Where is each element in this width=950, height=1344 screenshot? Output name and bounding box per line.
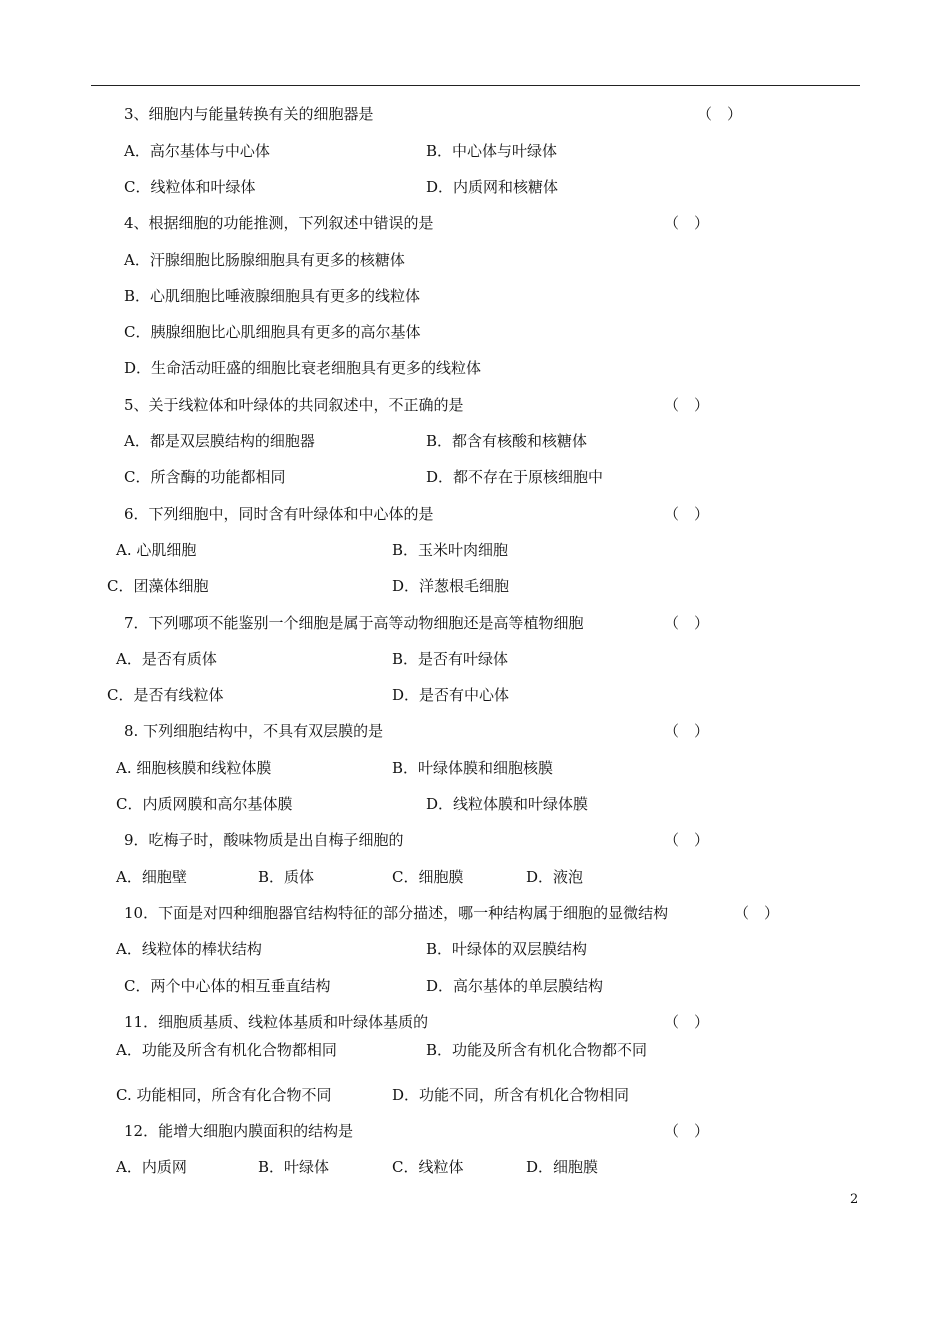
question-3-stem: 3、细胞内与能量转换有关的细胞器是 xyxy=(124,105,374,123)
question-12-stem: 12．能增大细胞内膜面积的结构是 xyxy=(124,1122,354,1140)
question-7-stem: 7．下列哪项不能鉴别一个细胞是属于高等动物细胞还是高等植物细胞 xyxy=(124,614,584,632)
question-3-option-d: D．内质网和核糖体 xyxy=(426,178,559,196)
question-9-option-c: C．细胞膜 xyxy=(392,868,464,886)
question-5-answer-paren: （ ） xyxy=(664,396,710,414)
question-10-option-c: C．两个中心体的相互垂直结构 xyxy=(124,977,331,995)
question-8-option-b: B．叶绿体膜和细胞核膜 xyxy=(392,759,554,777)
question-4-option-b: B．心肌细胞比唾液腺细胞具有更多的线粒体 xyxy=(124,287,421,305)
question-10-option-d: D．高尔基体的单层膜结构 xyxy=(426,977,604,995)
question-9-stem: 9．吃梅子时，酸味物质是出自梅子细胞的 xyxy=(124,831,404,849)
page-number: 2 xyxy=(850,1192,859,1207)
question-8-option-a: A. 细胞核膜和线粒体膜 xyxy=(116,759,272,777)
question-10-answer-paren: （ ） xyxy=(734,904,780,922)
question-12-option-d: D．细胞膜 xyxy=(526,1158,599,1176)
question-8-stem: 8. 下列细胞结构中，不具有双层膜的是 xyxy=(124,722,384,740)
question-10-option-a: A．线粒体的棒状结构 xyxy=(116,940,262,958)
question-12-option-a: A．内质网 xyxy=(116,1158,187,1176)
question-3-option-a: A．高尔基体与中心体 xyxy=(124,142,270,160)
question-5-option-c: C．所含酶的功能都相同 xyxy=(124,468,286,486)
question-8-answer-paren: （ ） xyxy=(664,722,710,740)
question-10-stem: 10．下面是对四种细胞器官结构特征的部分描述，哪一种结构属于细胞的显微结构 xyxy=(124,904,669,922)
header-rule xyxy=(91,85,860,86)
question-3-option-c: C．线粒体和叶绿体 xyxy=(124,178,256,196)
question-6-option-d: D．洋葱根毛细胞 xyxy=(392,577,510,595)
question-6-stem: 6．下列细胞中，同时含有叶绿体和中心体的是 xyxy=(124,505,434,523)
question-5-stem: 5、关于线粒体和叶绿体的共同叙述中，不正确的是 xyxy=(124,396,464,414)
question-6-option-c: C．团藻体细胞 xyxy=(107,577,209,595)
question-6-option-a: A. 心肌细胞 xyxy=(116,541,197,559)
question-12-option-c: C．线粒体 xyxy=(392,1158,464,1176)
question-3-option-b: B．中心体与叶绿体 xyxy=(426,142,558,160)
question-11-option-b: B．功能及所含有机化合物都不同 xyxy=(426,1041,648,1059)
question-6-answer-paren: （ ） xyxy=(664,505,710,523)
question-5-option-b: B．都含有核酸和核糖体 xyxy=(426,432,588,450)
question-6-option-b: B．玉米叶肉细胞 xyxy=(392,541,509,559)
question-4-answer-paren: （ ） xyxy=(664,214,710,232)
question-9-option-d: D．液泡 xyxy=(526,868,584,886)
question-4-option-d: D．生命活动旺盛的细胞比衰老细胞具有更多的线粒体 xyxy=(124,359,482,377)
question-9-option-b: B．质体 xyxy=(258,868,315,886)
question-10-option-b: B．叶绿体的双层膜结构 xyxy=(426,940,588,958)
question-5-option-d: D．都不存在于原核细胞中 xyxy=(426,468,604,486)
question-8-option-c: C．内质网膜和高尔基体膜 xyxy=(116,795,293,813)
question-7-option-a: A．是否有质体 xyxy=(116,650,217,668)
question-7-option-b: B．是否有叶绿体 xyxy=(392,650,509,668)
question-7-answer-paren: （ ） xyxy=(664,614,710,632)
question-4-option-c: C．胰腺细胞比心肌细胞具有更多的高尔基体 xyxy=(124,323,421,341)
question-4-option-a: A．汗腺细胞比肠腺细胞具有更多的核糖体 xyxy=(124,251,405,269)
question-7-option-d: D．是否有中心体 xyxy=(392,686,510,704)
question-12-answer-paren: （ ） xyxy=(664,1122,710,1140)
question-11-stem: 11．细胞质基质、线粒体基质和叶绿体基质的 xyxy=(124,1013,429,1031)
question-11-option-a: A．功能及所含有机化合物都相同 xyxy=(116,1041,337,1059)
question-9-option-a: A．细胞壁 xyxy=(116,868,187,886)
question-4-stem: 4、根据细胞的功能推测，下列叙述中错误的是 xyxy=(124,214,434,232)
question-8-option-d: D．线粒体膜和叶绿体膜 xyxy=(426,795,589,813)
question-9-answer-paren: （ ） xyxy=(664,831,710,849)
question-7-option-c: C．是否有线粒体 xyxy=(107,686,224,704)
question-5-option-a: A．都是双层膜结构的细胞器 xyxy=(124,432,315,450)
question-11-answer-paren: （ ） xyxy=(664,1013,710,1031)
question-3-answer-paren: （ ） xyxy=(697,105,743,123)
question-11-option-c: C. 功能相同，所含有化合物不同 xyxy=(116,1086,332,1104)
question-12-option-b: B．叶绿体 xyxy=(258,1158,330,1176)
question-11-option-d: D．功能不同，所含有机化合物相同 xyxy=(392,1086,630,1104)
